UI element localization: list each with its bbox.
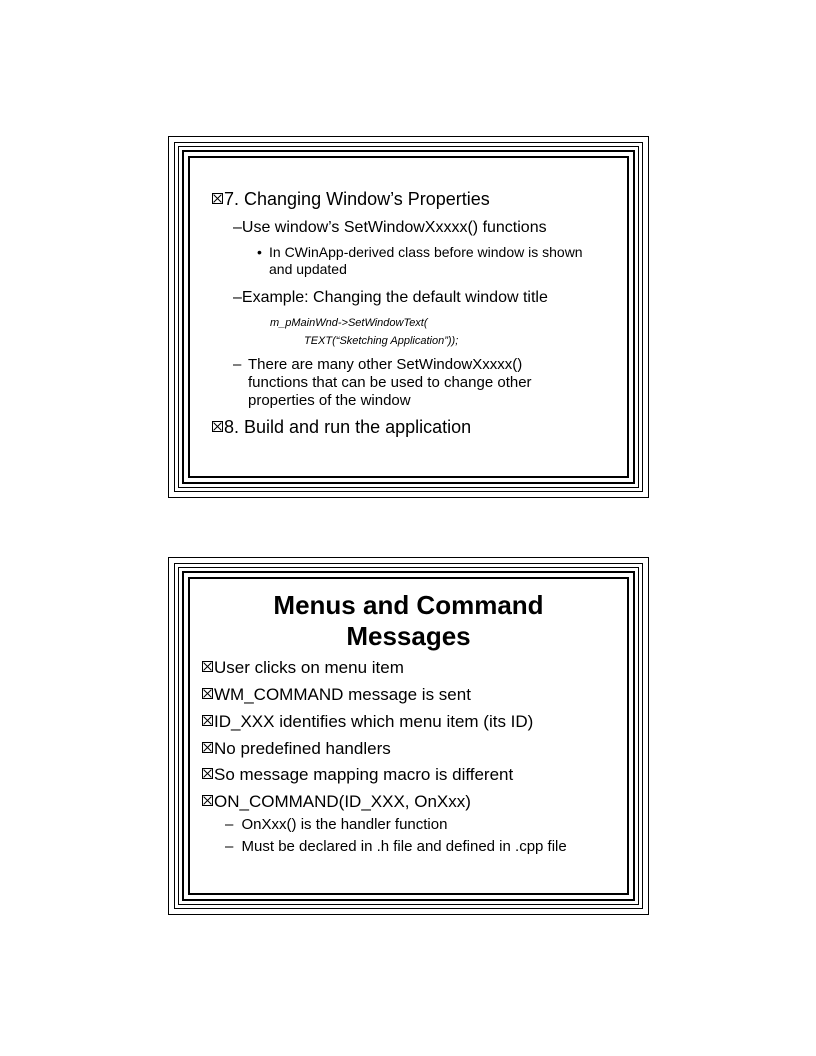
bullet-item (202, 685, 471, 705)
slide-window-properties (168, 136, 649, 498)
checkbox-bullet-icon (202, 715, 213, 726)
checkbox-bullet-icon (212, 193, 223, 204)
point-set-window-functions: –Use window’s SetWindowXxxxx() functions (233, 219, 547, 236)
slide-title-line-2: Messages (346, 621, 471, 651)
subpoint-handler (225, 816, 447, 833)
dot-bullet-icon: • (257, 244, 262, 260)
point-example: –Example: Changing the default window title (233, 289, 548, 306)
bullet-item (202, 712, 533, 732)
code-line-1: m_pMainWnd->SetWindowText( (270, 317, 428, 329)
heading-text: 8. Build and run the application (224, 417, 472, 437)
checkbox-bullet-icon (202, 688, 213, 699)
dash-bullet: – (225, 816, 234, 833)
dash-bullet: – (233, 356, 242, 373)
heading-text: 7. Changing Window’s Properties (224, 189, 490, 209)
bullet-item (202, 658, 404, 678)
heading-step-7 (212, 189, 490, 210)
subpoint-declared (225, 838, 567, 855)
slide-menus-command-messages (168, 557, 649, 915)
dash-bullet: – (225, 838, 234, 855)
subpoint-text: OnXxx() is the handler function (241, 816, 448, 833)
bullet-item (202, 792, 471, 812)
bullet-text: ON_COMMAND(ID_XXX, OnXxx) (214, 792, 471, 811)
slide-title-line-1: Menus and Command (273, 590, 544, 620)
checkbox-bullet-icon (202, 661, 213, 672)
checkbox-bullet-icon (202, 768, 213, 779)
checkbox-bullet-icon (202, 795, 213, 806)
code-line-2: TEXT(“Sketching Application”)); (304, 335, 459, 347)
subpoint-text: Must be declared in .h file and defined in .cpp file (241, 838, 567, 855)
bullet-text: ID_XXX identifies which menu item (its ID) (214, 712, 534, 731)
bullet-item (202, 765, 513, 785)
checkbox-bullet-icon (202, 742, 213, 753)
bullet-text: No predefined handlers (214, 739, 391, 758)
bullet-text: So message mapping macro is different (214, 765, 514, 784)
bullet-text: WM_COMMAND message is sent (214, 685, 471, 704)
subpoint-cwinapp (257, 244, 587, 278)
point-text: There are many other SetWindowXxxxx() functions that can be used to change other properties of the window (248, 356, 532, 409)
subpoint-text: In CWinApp-derived class before window is shown and updated (269, 244, 583, 277)
checkbox-bullet-icon (212, 421, 223, 432)
heading-step-8 (212, 417, 471, 438)
bullet-text: User clicks on menu item (214, 658, 404, 677)
bullet-item (202, 739, 391, 759)
point-other-functions (233, 356, 573, 410)
